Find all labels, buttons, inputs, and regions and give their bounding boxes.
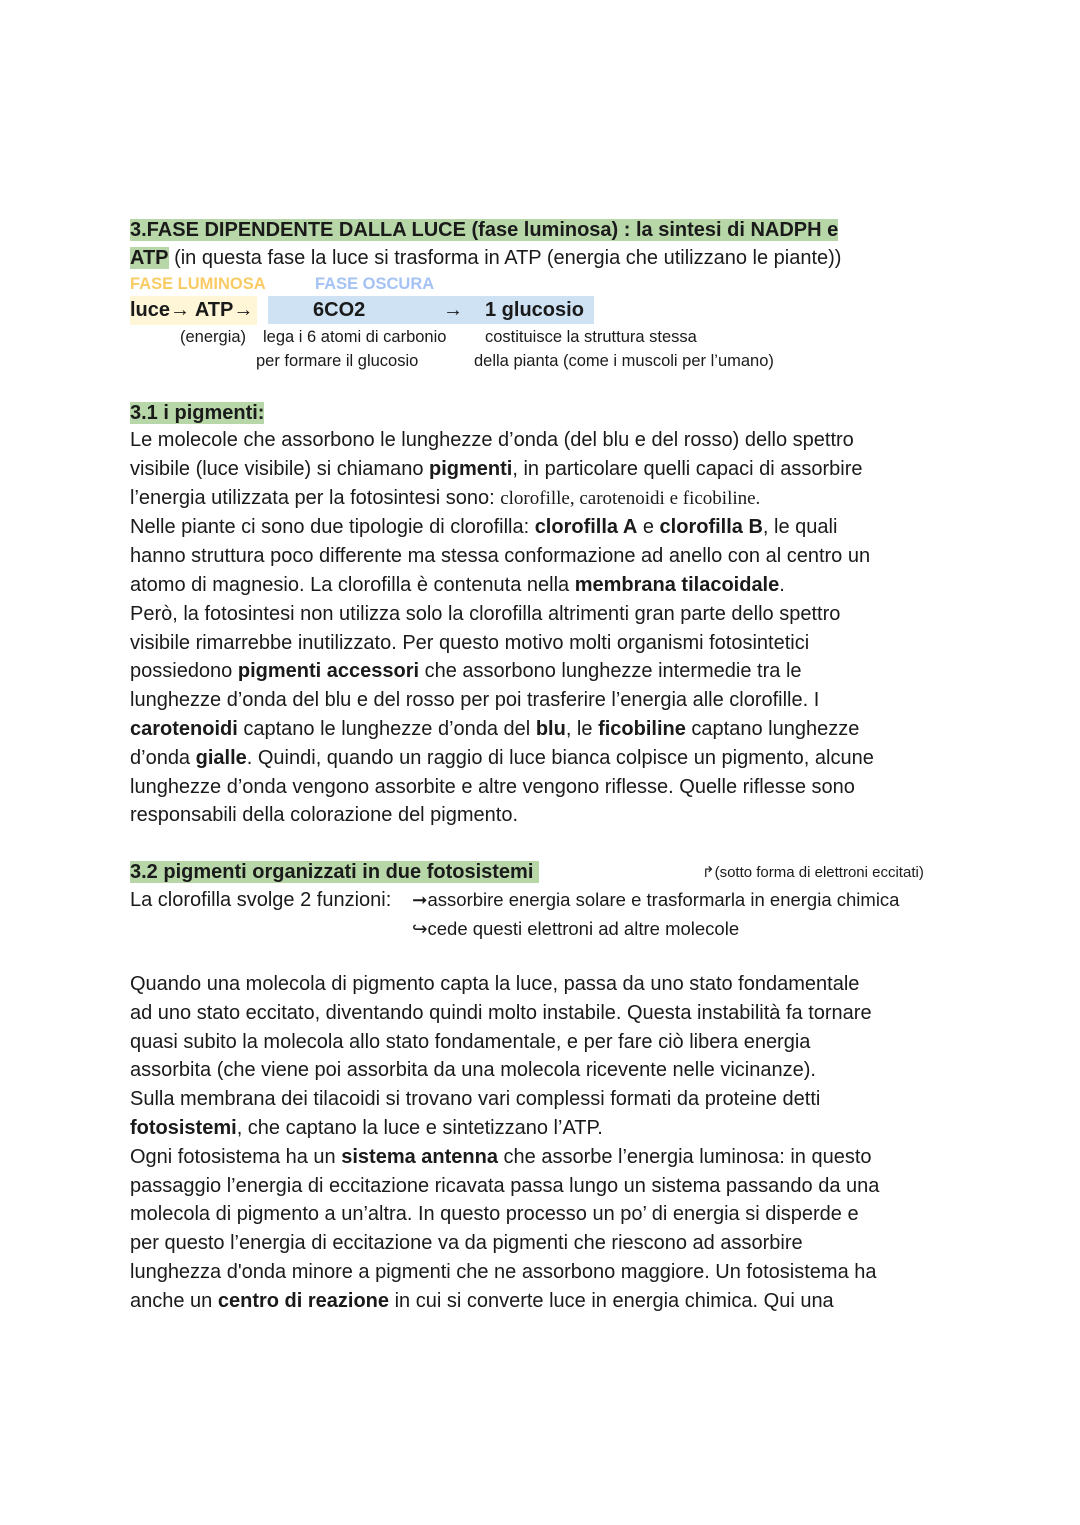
paragraph-line: d’onda gialle. Quindi, quando un raggio di luce bianca colpisce un pigmento, alcune — [130, 746, 874, 769]
section-3-title-line2 — [130, 244, 841, 273]
note-lega-1: lega i 6 atomi di carbonio — [263, 328, 447, 346]
paragraph-line: l’energia utilizzata per la fotosintesi sono: clorofille, carotenoidi e ficobiline. — [130, 486, 761, 509]
side-note-elettroni: ↱(sotto forma di elettroni eccitati) — [702, 864, 924, 881]
paragraph-line: anche un centro di reazione in cui si converte luce in energia chimica. Qui una — [130, 1289, 834, 1312]
paragraph-line: assorbita (che viene poi assorbita da una molecola ricevente nelle vicinanze). — [130, 1059, 816, 1082]
paragraph-line: visibile (luce visibile) si chiamano pigmenti, in particolare quelli capaci di assorbire — [130, 457, 863, 480]
note-struttura-2: della pianta (come i muscoli per l’umano) — [474, 352, 774, 370]
section-3-2-title — [130, 858, 539, 886]
section-3-atp-highlight: ATP — [130, 247, 169, 269]
paragraph-line: lunghezze d’onda vengono assorbite e altre vengono riflesse. Quelle riflesse sono — [130, 775, 855, 798]
paragraph-line: quasi subito la molecola allo stato fondamentale, e per fare ciò libera energia — [130, 1030, 811, 1053]
paragraph-line: hanno struttura poco differente ma stessa conformazione ad anello con al centro un — [130, 545, 871, 568]
note-struttura-1: costituisce la struttura stessa — [485, 328, 697, 346]
section-3-atp-description: (in questa fase la luce si trasforma in ATP (energia che utilizzano le piante)) — [168, 247, 842, 269]
paragraph-line: atomo di magnesio. La clorofilla è contenuta nella membrana tilacoidale. — [130, 573, 785, 596]
formula-arrow-icon: → — [443, 299, 463, 321]
paragraph-line: per questo l’energia di eccitazione va da pigmenti che riescono ad assorbire — [130, 1232, 803, 1255]
section-3-2-body — [130, 970, 879, 1316]
paragraph-line: Quando una molecola di pigmento capta la luce, passa da uno stato fondamentale — [130, 973, 860, 995]
note-energia: (energia) — [180, 328, 247, 346]
paragraph-line: possiedono pigmenti accessori che assorbono lunghezze intermedie tra le — [130, 660, 802, 683]
paragraph-line: Ogni fotosistema ha un sistema antenna che assorbe l’energia luminosa: in questo — [130, 1145, 872, 1168]
paragraph-line: carotenoidi captano le lunghezze d’onda del blu, le ficobiline captano lunghezze — [130, 717, 860, 740]
paragraph-line: lunghezze d’onda del blu e del rosso per poi trasferire l’energia alle clorofille. I — [130, 689, 820, 712]
paragraph-line: Nelle piante ci sono due tipologie di clorofilla: clorofilla A e clorofilla B, le quali — [130, 516, 838, 539]
paragraph-line: ad uno stato eccitato, diventando quindi molto instabile. Questa instabilità fa tornare — [130, 1001, 872, 1024]
paragraph-line: lunghezza d'onda minore a pigmenti che ne assorbono maggiore. Un fotosistema ha — [130, 1260, 877, 1283]
paragraph-line: molecola di pigmento a un’altra. In questo processo un po’ di energia si disperde e — [130, 1203, 859, 1226]
paragraph-line: Le molecole che assorbono le lunghezze d’onda (del blu e del rosso) dello spettro — [130, 429, 854, 451]
formula-glucosio: 1 glucosio — [485, 299, 584, 321]
section-3-1-body — [130, 426, 874, 830]
formula-luce-atp: luce→ ATP→ — [130, 296, 257, 325]
paragraph-line: responsabili della colorazione del pigmento. — [130, 804, 519, 827]
fase-luminosa-label: FASE LUMINOSA — [130, 275, 266, 293]
paragraph-line: visibile rimarrebbe inutilizzato. Per questo motivo molti organismi fotosintetici — [130, 631, 810, 654]
section-3-1-title-text: 3.1 i pigmenti: — [130, 402, 265, 424]
fase-oscura-label: FASE OSCURA — [315, 275, 435, 293]
section-3-title-line1: 3.FASE DIPENDENTE DALLA LUCE (fase luminosa) : la sintesi di NADPH e — [130, 219, 839, 241]
func-1: ➞assorbire energia solare e trasformarla in energia chimica — [412, 889, 900, 910]
section-3-1-title — [130, 399, 264, 427]
paragraph-line: Però, la fotosintesi non utilizza solo la clorofilla altrimenti gran parte dello spettro — [130, 602, 841, 625]
paragraph-line: fotosistemi, che captano la luce e sintetizzano l’ATP. — [130, 1116, 603, 1139]
note-lega-2: per formare il glucosio — [256, 352, 419, 370]
func-2: ↪cede questi elettroni ad altre molecole — [412, 918, 740, 939]
paragraph-line: passaggio l’energia di eccitazione ricavata passa lungo un sistema passando da una — [130, 1174, 880, 1197]
formula-co2-text: 6CO2 — [313, 299, 366, 321]
section-3-2-title-text: 3.2 pigmenti organizzati in due fotosistemi — [130, 861, 539, 883]
formula-co2 — [268, 296, 594, 324]
func-intro: La clorofilla svolge 2 funzioni: — [130, 889, 392, 911]
paragraph-line: Sulla membrana dei tilacoidi si trovano vari complessi formati da proteine detti — [130, 1088, 821, 1111]
section-3-title — [130, 216, 838, 244]
